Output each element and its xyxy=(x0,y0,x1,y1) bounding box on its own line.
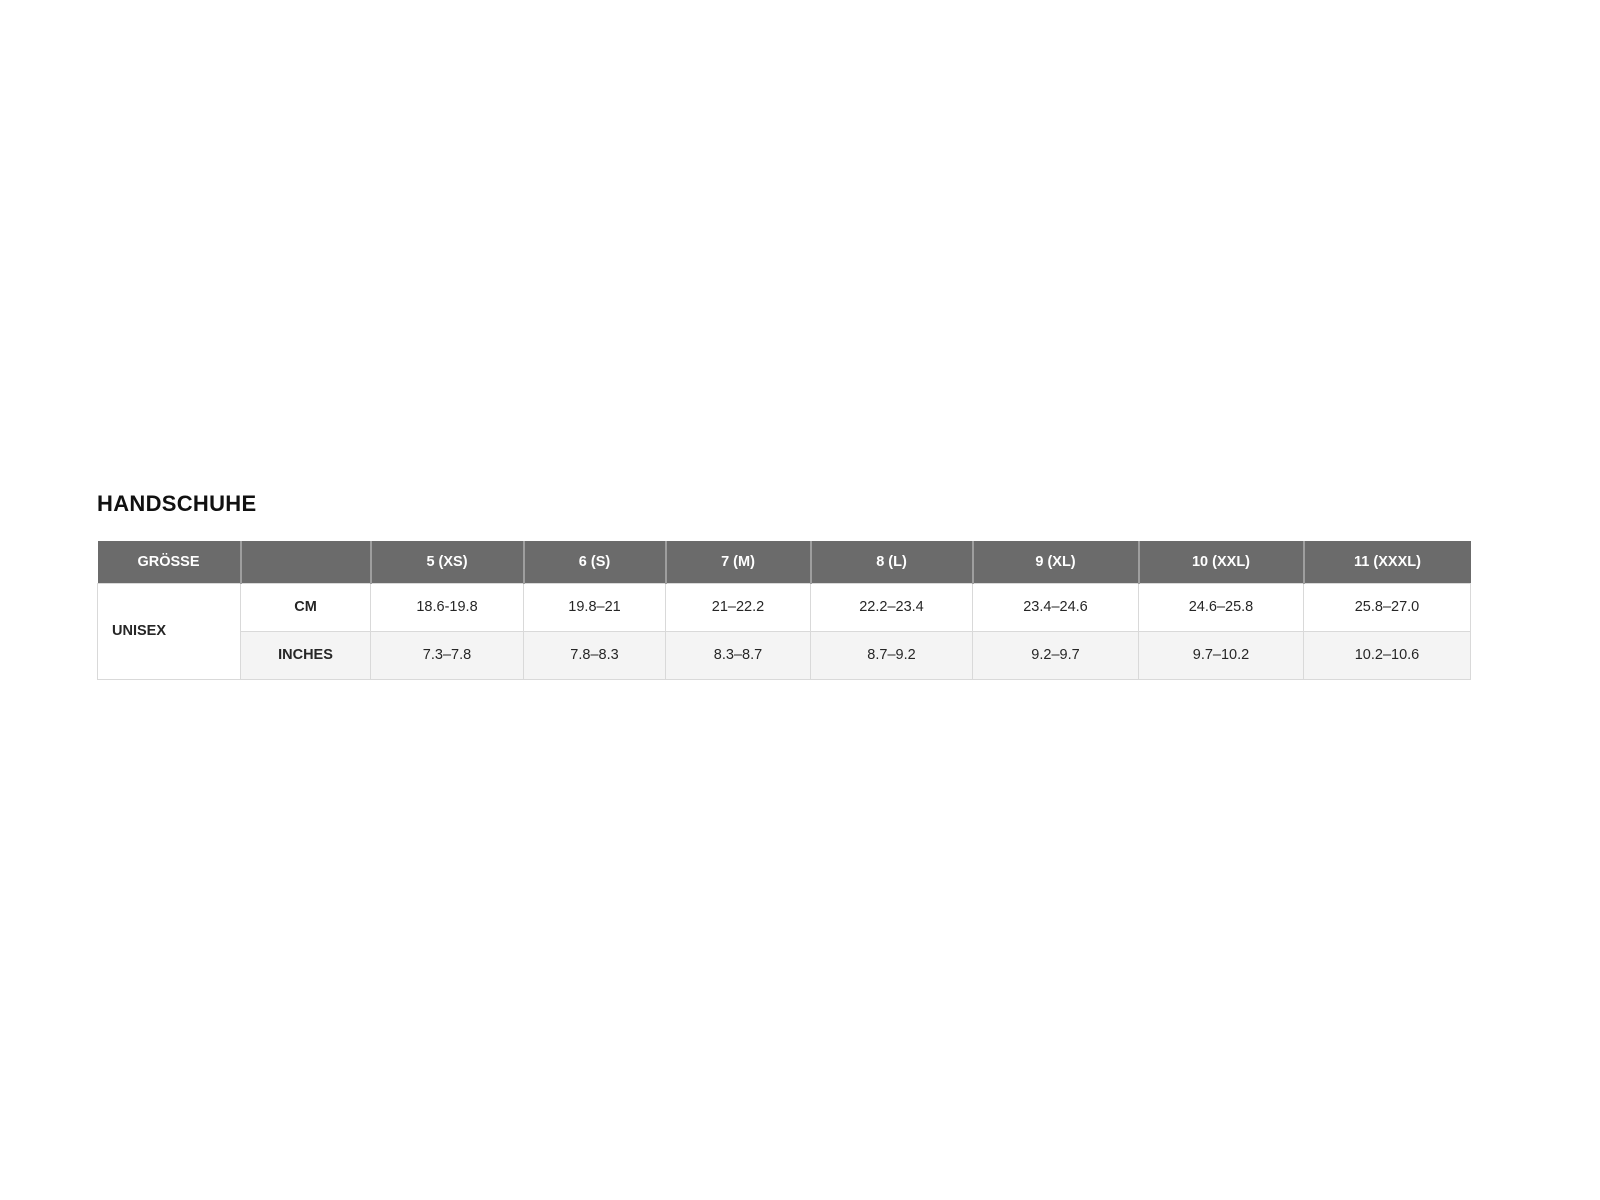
header-cell-size-xxxl: 11 (XXXL) xyxy=(1304,541,1471,583)
unit-cell-inches: INCHES xyxy=(241,631,371,679)
size-chart-section xyxy=(97,492,1470,680)
table-row-inches xyxy=(98,631,1471,679)
table-header xyxy=(98,541,1471,583)
value-cell-cm-xl: 23.4–24.6 xyxy=(973,583,1139,631)
header-cell-size-s: 6 (S) xyxy=(524,541,666,583)
header-cell-size-m: 7 (M) xyxy=(666,541,811,583)
size-chart-table xyxy=(97,541,1471,680)
header-cell-empty xyxy=(241,541,371,583)
value-cell-in-m: 8.3–8.7 xyxy=(666,631,811,679)
table-header-row xyxy=(98,541,1471,583)
header-cell-groesse: GRÖSSE xyxy=(98,541,241,583)
value-cell-cm-l: 22.2–23.4 xyxy=(811,583,973,631)
unit-cell-cm: CM xyxy=(241,583,371,631)
value-cell-in-xs: 7.3–7.8 xyxy=(371,631,524,679)
value-cell-cm-m: 21–22.2 xyxy=(666,583,811,631)
value-cell-in-xxxl: 10.2–10.6 xyxy=(1304,631,1471,679)
table-row-cm xyxy=(98,583,1471,631)
table-body xyxy=(98,583,1471,679)
value-cell-cm-xs: 18.6-19.8 xyxy=(371,583,524,631)
row-group-label-unisex: UNISEX xyxy=(98,583,241,679)
value-cell-in-xxl: 9.7–10.2 xyxy=(1139,631,1304,679)
header-cell-size-xs: 5 (XS) xyxy=(371,541,524,583)
value-cell-in-xl: 9.2–9.7 xyxy=(973,631,1139,679)
value-cell-in-s: 7.8–8.3 xyxy=(524,631,666,679)
value-cell-in-l: 8.7–9.2 xyxy=(811,631,973,679)
header-cell-size-xxl: 10 (XXL) xyxy=(1139,541,1304,583)
header-cell-size-xl: 9 (XL) xyxy=(973,541,1139,583)
value-cell-cm-xxl: 24.6–25.8 xyxy=(1139,583,1304,631)
page-title: HANDSCHUHE xyxy=(97,491,257,516)
value-cell-cm-s: 19.8–21 xyxy=(524,583,666,631)
value-cell-cm-xxxl: 25.8–27.0 xyxy=(1304,583,1471,631)
header-cell-size-l: 8 (L) xyxy=(811,541,973,583)
